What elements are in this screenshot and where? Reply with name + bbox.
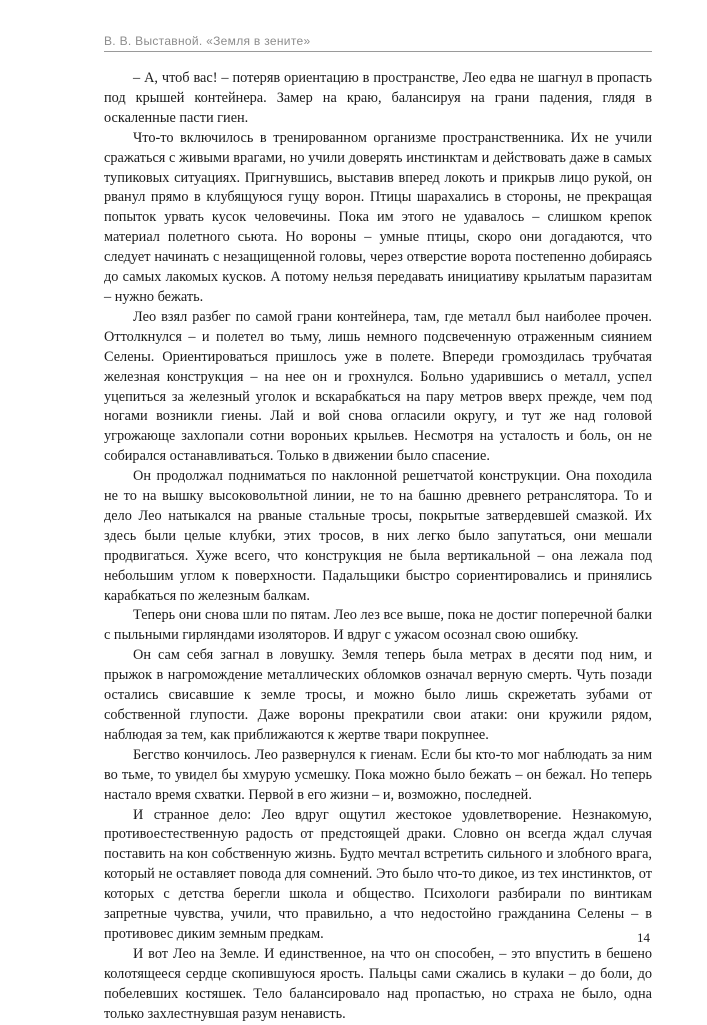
paragraph: Он продолжал подниматься по наклонной решетчатой конструкции. Она походила не то на вышку высоковольтной линии, не то на башню древнего ретранслятора. То и дело Лео натыкался на рваные стальные тросы, покрытые затвердевшей смазкой. Их здесь были целые клубки, этих тросов, в них легко было запутаться, они мешали продвигаться. Хуже всего, что конструкция не была вертикальной – она лежала под небольшим углом к поверхности. Падальщики быстро сориентировались и принялись карабкаться по железным балкам. bbox=[104, 468, 652, 604]
paragraph: Что-то включилось в тренированном организме пространственника. Их не учили сражаться с живыми врагами, но учили доверять инстинктам и действовать даже в самых тупиковых ситуациях. Пригнувшись, выставив вперед локоть и прикрыв лицо рукой, он рванул прямо в клубящуюся гущу ворон. Птицы шарахались в стороны, не прекращая попыток урвать кусок человечины. Пока им этого не удавалось – слишком крепок материал полетного сьюта. Но вороны – умные птицы, скоро они догадаются, что следует начинать с незащищенной головы, через отверстие ворота постепенно добираясь до самых лакомых кусков. А потому нельзя передавать инициативу крылатым паразитам – нужно бежать. bbox=[104, 129, 652, 305]
running-header: В. В. Выставной. «Земля в зените» bbox=[104, 34, 311, 48]
page-body bbox=[104, 69, 652, 1025]
paragraph: Он сам себя загнал в ловушку. Земля теперь была метрах в десяти под ним, и прыжок в нагромождение металлических обломков означал верную смерть. Чуть позади остались свисавшие к земле тросы, и можно было лишь скрежетать зубами от собственной глупости. Даже вороны прекратили свои атаки: они кружили рядом, наблюдая за тем, как приближаются к жертве твари покрупнее. bbox=[104, 647, 652, 743]
paragraph: Бегство кончилось. Лео развернулся к гиенам. Если бы кто-то мог наблюдать за ним во тьме, то увидел бы хмурую усмешку. Пока можно было бежать – он бежал. Но теперь настало время схватки. Первой в его жизни – и, возможно, последней. bbox=[104, 746, 652, 803]
paragraph: – А, чтоб вас! – потеряв ориентацию в пространстве, Лео едва не шагнул в пропасть под крышей контейнера. Замер на краю, балансируя на грани падения, глядя в оскаленные пасти гиен. bbox=[104, 70, 652, 126]
page-number: 14 bbox=[637, 930, 650, 945]
paragraph: И странное дело: Лео вдруг ощутил жестокое удовлетворение. Незнакомую, противоестественную радость от предстоящей драки. Словно он всегда ждал случая поставить на кон собственную жизнь. Будто мечтал встретить сильного и злобного врага, который не оставляет повода для сомнений. Это было что-то дикое, из тех инстинктов, от которых с детства берегли школа и общество. Психологи разбирали по винтикам запретные чувства, учили, что правильно, а что недостойно гражданина Селены – в противовес диким земным предкам. bbox=[104, 806, 652, 942]
paragraph: Лео взял разбег по самой грани контейнера, там, где металл был наиболее прочен. Оттолкнулся – и полетел во тьму, лишь немного подсвеченную отраженным сиянием Селены. Ориентироваться пришлось уже в полете. Впереди громоздилась трубчатая железная конструкция – на нее он и грохнулся. Больно ударившись о металл, успел уцепиться за железный уголок и вскарабкаться на пару метров вверх прежде, чем под ногами возникли гиены. Лай и вой снова огласили округу, и тут же над головой угрожающе захлопали сотни вороньих крыльев. Несмотря на усталость и боль, он не собирался останавливаться. Только в движении было спасение. bbox=[104, 308, 652, 465]
header-divider bbox=[104, 51, 652, 52]
paragraph: И вот Лео на Земле. И единственное, на что он способен, – это впустить в бешено колотящееся сердце скопившуюся ярость. Пальцы сами сжались в кулаки – до боли, до побелевших костяшек. Тело балансировало над пропастью, но страха не было, одна только захлестнувшая разум ненависть. bbox=[104, 945, 652, 1022]
paragraph: Теперь они снова шли по пятам. Лео лез все выше, пока не достиг поперечной балки с пыльными гирляндами изоляторов. И вдруг с ужасом осознал свою ошибку. bbox=[104, 607, 652, 644]
